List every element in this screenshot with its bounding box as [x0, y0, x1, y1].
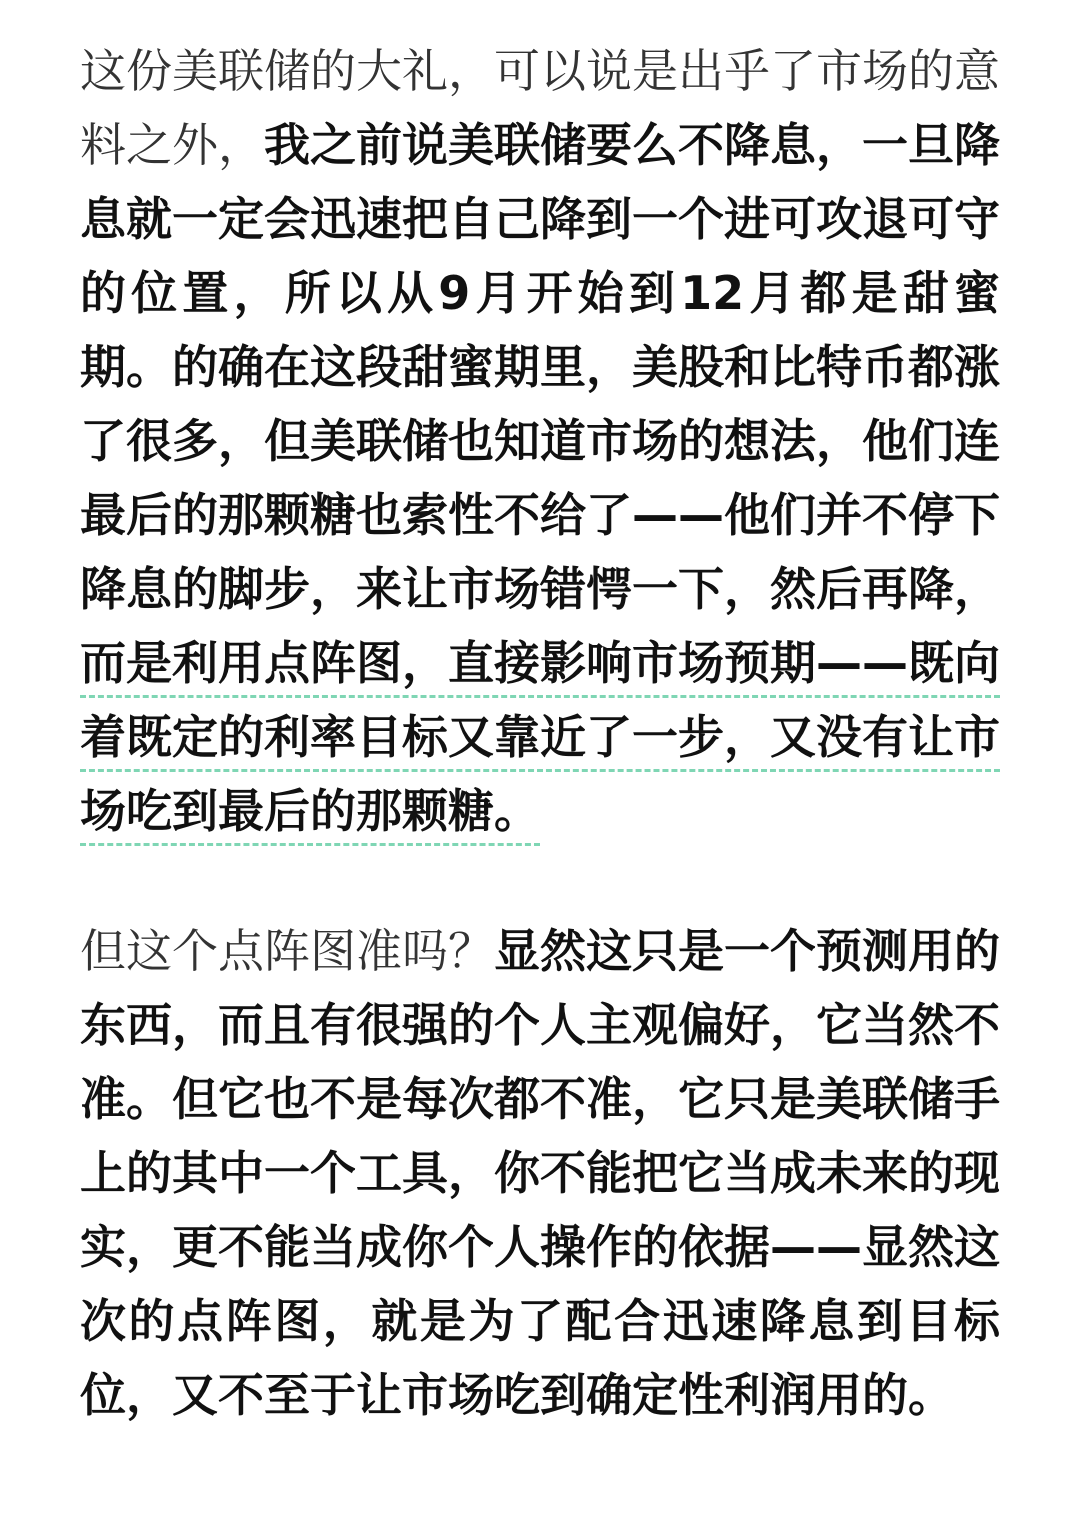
- paragraph-1-bold-text: 我之前说美联储要么不降息，一旦降息就一定会迅速把自己降到一个进可攻退可守的位置，所以从9月开始到12月都是甜蜜期。的确在这段甜蜜期里，美股和比特币都涨了很多，但美联储也知道市场的想法，他们连最后的那颗糖也索性不给了——他们并不停下降息的脚步，来让市场错愕一下，然后再降，: [80, 118, 1000, 616]
- paragraph-2-bold-text: 显然这只是一个预测用的东西，而且有很强的个人主观偏好，它当然不准。但它也不是每次都不准，它只是美联储手上的其中一个工具，你不能把它当成未来的现实，更不能当成你个人操作的依据——显然这次的点阵图，就是为了配合迅速降息到目标位，又不至于让市场吃到确定性利润用的。: [80, 924, 1000, 1422]
- paragraph-2: [80, 914, 1000, 1432]
- paragraph-1-intro: 这份美联储的大礼，可以说是出乎了市场的意料之外，: [80, 44, 1000, 172]
- article-body: [80, 34, 1000, 1432]
- paragraph-1: [80, 34, 1000, 848]
- paragraph-1-underlined-text: 而是利用点阵图，直接影响市场预期——既向着既定的利率目标又靠近了一步，又没有让市场吃到最后的那颗糖。: [80, 636, 1000, 838]
- paragraph-2-intro: 但这个点阵图准吗？: [80, 924, 494, 978]
